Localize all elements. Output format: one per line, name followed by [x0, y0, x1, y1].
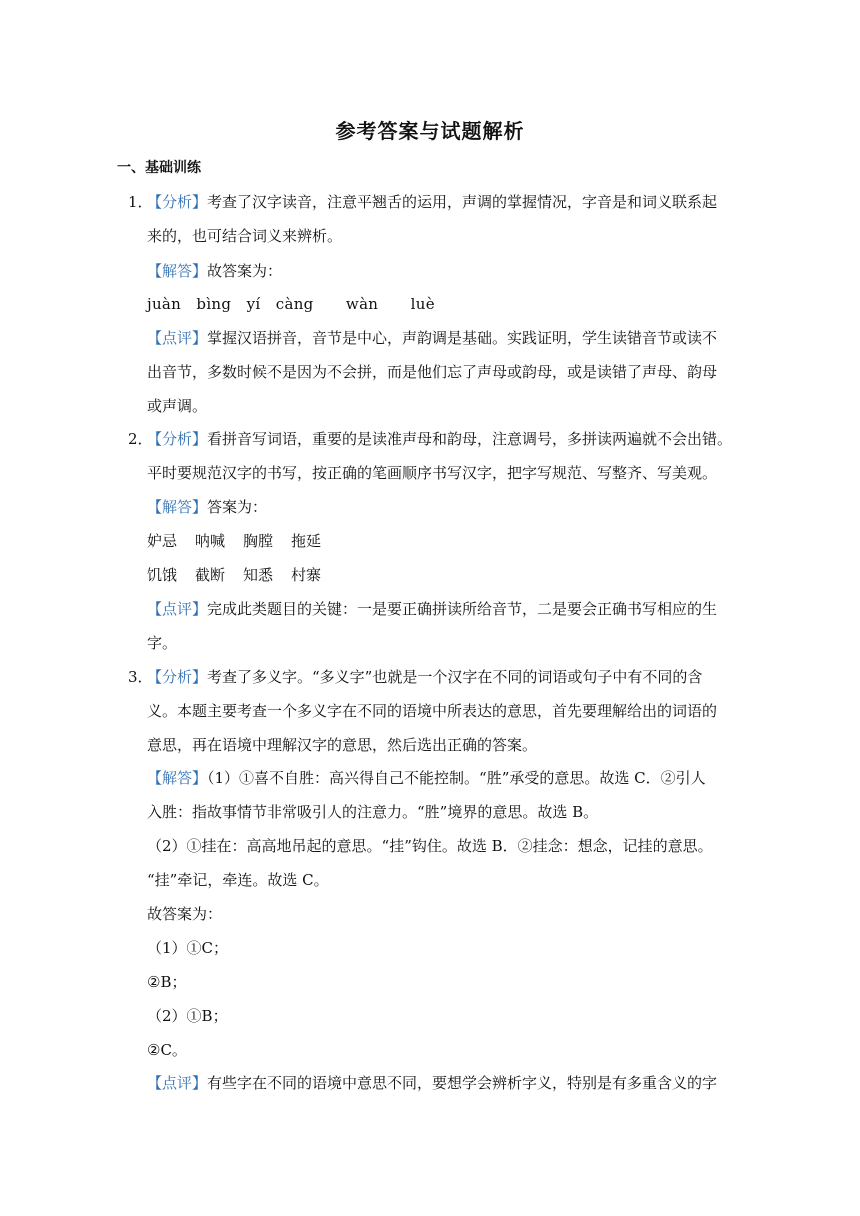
comment-tag: 【点评】	[147, 1074, 208, 1092]
q3-answer-line-1: 【解答】（1）①喜不自胜：高兴得自己不能控制。“胜”承受的意思。故选 C．②引人	[147, 769, 706, 787]
q3-answer-line-3: （2）①挂在：高高地吊起的意思。“挂”钩住。故选 B．②挂念：想念，记挂的意思。	[147, 837, 713, 855]
q3-answer-line-9: ②C。	[147, 1041, 187, 1059]
q3-analysis-line-3: 意思，再在语境中理解汉字的意思，然后选出正确的答案。	[147, 736, 538, 754]
q3-answer-line-8: （2）①B；	[147, 1007, 228, 1025]
question-number-1: 1．	[128, 193, 153, 211]
q1-comment-line-1: 【点评】掌握汉语拼音，音节是中心，声韵调是基础。实践证明，学生读错音节或读不	[147, 329, 718, 347]
word-item: 截断	[195, 566, 226, 584]
q3-answer-line-6: （1）①C；	[147, 939, 229, 957]
q3-answer-line-7: ②B；	[147, 973, 187, 991]
answer-tag: 【解答】	[147, 262, 208, 280]
analysis-tag: 【分析】	[147, 193, 208, 211]
q1-pinyin-answer: juàn bìng yí càng wàn luè	[147, 295, 435, 313]
question-number-3: 3．	[128, 668, 153, 686]
q1-comment-line-3: 或声调。	[147, 397, 208, 415]
q2-analysis-line-1: 【分析】看拼音写词语，重要的是读准声母和韵母，注意调号，多拼读两遍就不会出错。	[147, 430, 733, 448]
q2-comment-line-2: 字。	[147, 634, 178, 652]
q2-words-row-1	[147, 531, 339, 551]
word-item: 妒忌	[147, 532, 178, 550]
q3-answer-line-2: 入胜：指故事情节非常吸引人的注意力。“胜”境界的意思。故选 B。	[147, 803, 599, 821]
q2-words-row-2	[147, 565, 339, 585]
analysis-tag: 【分析】	[147, 430, 208, 448]
q1-answer: 【解答】故答案为：	[147, 262, 283, 280]
q3-answer-line-5: 故答案为：	[147, 905, 223, 923]
question-number-2: 2．	[128, 430, 153, 448]
q1-analysis-line-2: 来的，也可结合词义来辨析。	[147, 227, 343, 245]
word-item: 知悉	[243, 566, 274, 584]
q3-analysis-line-2: 义。本题主要考查一个多义字在不同的语境中所表达的意思，首先要理解给出的词语的	[147, 702, 718, 720]
word-item: 拖延	[291, 532, 322, 550]
word-item: 呐喊	[195, 532, 226, 550]
analysis-tag: 【分析】	[147, 668, 208, 686]
q3-analysis-line-1: 【分析】考查了多义字。“多义字”也就是一个汉字在不同的词语或句子中有不同的含	[147, 668, 703, 686]
q1-analysis-line-1: 【分析】考查了汉字读音，注意平翘舌的运用，声调的掌握情况，字音是和词义联系起	[147, 193, 718, 211]
word-item: 胸膛	[243, 532, 274, 550]
comment-tag: 【点评】	[147, 600, 208, 618]
q3-answer-line-4: “挂”牵记，牵连。故选 C。	[147, 871, 329, 889]
q1-comment-line-2: 出音节，多数时候不是因为不会拼，而是他们忘了声母或韵母，或是读错了声母、韵母	[147, 363, 718, 381]
q2-comment-line-1: 【点评】完成此类题目的关键：一是要正确拼读所给音节，二是要会正确书写相应的生	[147, 600, 718, 618]
word-item: 饥饿	[147, 566, 178, 584]
comment-tag: 【点评】	[147, 329, 208, 347]
section-heading: 一、基础训练	[117, 160, 201, 176]
answer-tag: 【解答】	[147, 498, 208, 516]
q2-analysis-line-2: 平时要规范汉字的书写，按正确的笔画顺序书写汉字，把字写规范、写整齐、写美观。	[147, 464, 718, 482]
page-title: 参考答案与试题解析	[335, 119, 525, 143]
answer-tag: 【解答】	[147, 769, 208, 787]
q3-comment-line-1: 【点评】有些字在不同的语境中意思不同，要想学会辨析字义，特别是有多重含义的字	[147, 1074, 718, 1092]
q2-answer: 【解答】答案为：	[147, 498, 268, 516]
word-item: 村寨	[291, 566, 322, 584]
